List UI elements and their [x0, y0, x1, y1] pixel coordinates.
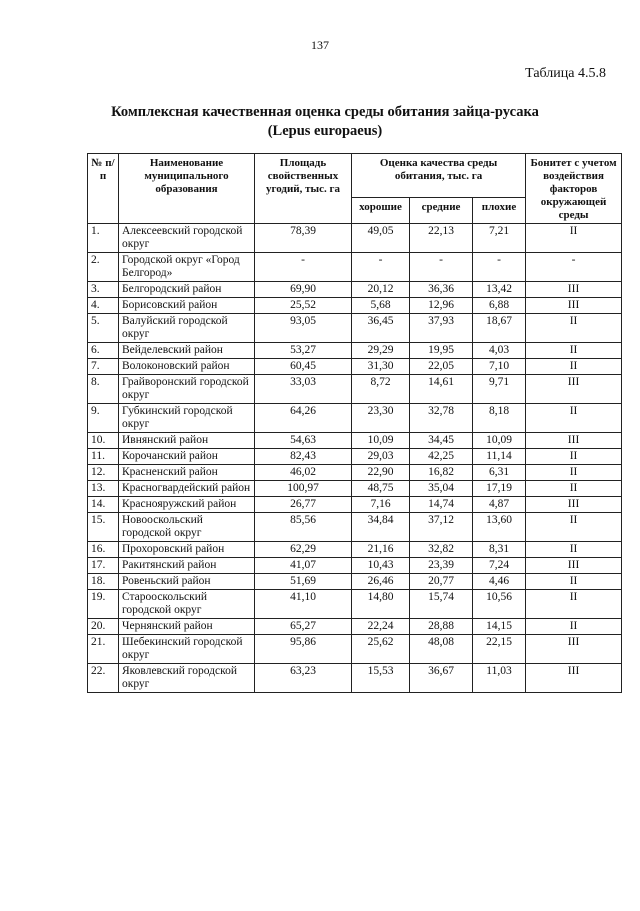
- row-number: 4.: [88, 298, 119, 314]
- row-good: 25,62: [352, 635, 410, 664]
- row-number: 6.: [88, 343, 119, 359]
- row-area: 25,52: [255, 298, 352, 314]
- row-municipality: Вейделевский район: [119, 343, 255, 359]
- row-municipality: Алексеевский городской округ: [119, 224, 255, 253]
- row-municipality: Краснояружский район: [119, 497, 255, 513]
- row-bad: 11,14: [473, 449, 526, 465]
- row-bad: 4,03: [473, 343, 526, 359]
- row-area: 63,23: [255, 664, 352, 693]
- row-bad: 7,10: [473, 359, 526, 375]
- row-area: 26,77: [255, 497, 352, 513]
- row-area: 69,90: [255, 282, 352, 298]
- row-good: 29,03: [352, 449, 410, 465]
- table-row: [88, 314, 622, 343]
- row-number: 13.: [88, 481, 119, 497]
- header-quality: Оценка качества среды обитания, тыс. га: [352, 154, 526, 198]
- row-medium: 28,88: [410, 619, 473, 635]
- table-row: [88, 343, 622, 359]
- title-line-1: Комплексная качественная оценка среды обитания зайца-русака: [111, 104, 539, 120]
- table-row: [88, 224, 622, 253]
- row-area: 60,45: [255, 359, 352, 375]
- row-bad: 17,19: [473, 481, 526, 497]
- table-row: [88, 635, 622, 664]
- table-row: [88, 558, 622, 574]
- row-bad: 7,24: [473, 558, 526, 574]
- row-medium: 14,61: [410, 375, 473, 404]
- row-class: II: [526, 619, 622, 635]
- row-bad: 4,46: [473, 574, 526, 590]
- row-municipality: Волоконовский район: [119, 359, 255, 375]
- row-good: 23,30: [352, 404, 410, 433]
- row-municipality: Ровеньский район: [119, 574, 255, 590]
- row-municipality: Губкинский городской округ: [119, 404, 255, 433]
- row-municipality: Ивнянский район: [119, 433, 255, 449]
- row-good: 29,29: [352, 343, 410, 359]
- row-bad: -: [473, 253, 526, 282]
- row-medium: 16,82: [410, 465, 473, 481]
- page-number: 137: [311, 38, 329, 52]
- row-class: II: [526, 542, 622, 558]
- row-bad: 9,71: [473, 375, 526, 404]
- row-bad: 18,67: [473, 314, 526, 343]
- row-class: II: [526, 449, 622, 465]
- row-medium: 48,08: [410, 635, 473, 664]
- row-area: 93,05: [255, 314, 352, 343]
- row-bad: 8,18: [473, 404, 526, 433]
- row-area: 51,69: [255, 574, 352, 590]
- table-row: [88, 497, 622, 513]
- row-number: 9.: [88, 404, 119, 433]
- table-row: [88, 542, 622, 558]
- row-bad: 10,56: [473, 590, 526, 619]
- row-class: II: [526, 224, 622, 253]
- row-municipality: Борисовский район: [119, 298, 255, 314]
- row-class: III: [526, 664, 622, 693]
- row-good: 22,24: [352, 619, 410, 635]
- row-good: 8,72: [352, 375, 410, 404]
- document-title: [80, 103, 570, 141]
- row-bad: 7,21: [473, 224, 526, 253]
- header-good: хорошие: [352, 198, 410, 224]
- row-bad: 6,88: [473, 298, 526, 314]
- row-number: 3.: [88, 282, 119, 298]
- row-municipality: Чернянский район: [119, 619, 255, 635]
- row-good: 20,12: [352, 282, 410, 298]
- row-municipality: Грайворонский городской округ: [119, 375, 255, 404]
- row-class: III: [526, 433, 622, 449]
- row-medium: 22,05: [410, 359, 473, 375]
- row-class: II: [526, 574, 622, 590]
- row-area: 95,86: [255, 635, 352, 664]
- title-line-2: (Lepus europaeus): [267, 123, 383, 139]
- row-area: 54,63: [255, 433, 352, 449]
- row-class: III: [526, 375, 622, 404]
- row-good: 34,84: [352, 513, 410, 542]
- table-row: [88, 375, 622, 404]
- row-municipality: Валуйский городской округ: [119, 314, 255, 343]
- header-area: Площадь свойственных угодий, тыс. га: [255, 154, 352, 224]
- row-good: 31,30: [352, 359, 410, 375]
- row-class: II: [526, 513, 622, 542]
- table-row: [88, 253, 622, 282]
- row-class: II: [526, 343, 622, 359]
- row-number: 19.: [88, 590, 119, 619]
- row-good: 14,80: [352, 590, 410, 619]
- table-row: [88, 574, 622, 590]
- header-bad: плохие: [473, 198, 526, 224]
- row-municipality: Яковлевский городской округ: [119, 664, 255, 693]
- row-medium: 37,12: [410, 513, 473, 542]
- row-number: 12.: [88, 465, 119, 481]
- row-bad: 22,15: [473, 635, 526, 664]
- row-good: 48,75: [352, 481, 410, 497]
- row-bad: 8,31: [473, 542, 526, 558]
- row-municipality: Прохоровский район: [119, 542, 255, 558]
- row-municipality: Старооскольский городской округ: [119, 590, 255, 619]
- row-class: II: [526, 590, 622, 619]
- table-row: [88, 664, 622, 693]
- row-number: 21.: [88, 635, 119, 664]
- row-medium: 15,74: [410, 590, 473, 619]
- row-medium: 34,45: [410, 433, 473, 449]
- row-area: 62,29: [255, 542, 352, 558]
- table-body: [88, 224, 622, 693]
- row-good: 10,09: [352, 433, 410, 449]
- row-good: 22,90: [352, 465, 410, 481]
- row-area: 53,27: [255, 343, 352, 359]
- row-class: III: [526, 558, 622, 574]
- row-class: II: [526, 314, 622, 343]
- table-row: [88, 590, 622, 619]
- row-number: 5.: [88, 314, 119, 343]
- table-row: [88, 465, 622, 481]
- row-number: 17.: [88, 558, 119, 574]
- row-bad: 10,09: [473, 433, 526, 449]
- row-area: -: [255, 253, 352, 282]
- row-municipality: Шебекинский городской округ: [119, 635, 255, 664]
- row-class: -: [526, 253, 622, 282]
- row-good: 21,16: [352, 542, 410, 558]
- row-number: 22.: [88, 664, 119, 693]
- row-number: 11.: [88, 449, 119, 465]
- row-medium: 23,39: [410, 558, 473, 574]
- row-bad: 11,03: [473, 664, 526, 693]
- row-good: 10,43: [352, 558, 410, 574]
- row-class: II: [526, 359, 622, 375]
- row-medium: 19,95: [410, 343, 473, 359]
- row-area: 64,26: [255, 404, 352, 433]
- row-good: 36,45: [352, 314, 410, 343]
- row-municipality: Корочанский район: [119, 449, 255, 465]
- row-medium: 36,67: [410, 664, 473, 693]
- row-number: 1.: [88, 224, 119, 253]
- row-area: 41,10: [255, 590, 352, 619]
- header-medium: средние: [410, 198, 473, 224]
- row-good: 49,05: [352, 224, 410, 253]
- row-number: 10.: [88, 433, 119, 449]
- row-number: 16.: [88, 542, 119, 558]
- table-row: [88, 619, 622, 635]
- row-number: 20.: [88, 619, 119, 635]
- row-municipality: Красненский район: [119, 465, 255, 481]
- row-medium: -: [410, 253, 473, 282]
- row-class: II: [526, 465, 622, 481]
- row-area: 78,39: [255, 224, 352, 253]
- row-medium: 36,36: [410, 282, 473, 298]
- row-number: 15.: [88, 513, 119, 542]
- table-row: [88, 298, 622, 314]
- table-row: [88, 513, 622, 542]
- row-bad: 4,87: [473, 497, 526, 513]
- row-bad: 13,42: [473, 282, 526, 298]
- row-area: 82,43: [255, 449, 352, 465]
- table-label: Таблица 4.5.8: [525, 66, 606, 81]
- row-area: 41,07: [255, 558, 352, 574]
- row-good: 26,46: [352, 574, 410, 590]
- row-medium: 32,78: [410, 404, 473, 433]
- table-row: [88, 282, 622, 298]
- row-bad: 6,31: [473, 465, 526, 481]
- habitat-quality-table: [87, 153, 622, 693]
- row-class: II: [526, 481, 622, 497]
- table-row: [88, 449, 622, 465]
- table-row: [88, 359, 622, 375]
- row-medium: 22,13: [410, 224, 473, 253]
- table-row: [88, 433, 622, 449]
- header-name: Наименование муниципального образования: [119, 154, 255, 224]
- table-row: [88, 404, 622, 433]
- row-municipality: Красногвардейский район: [119, 481, 255, 497]
- header-num: № п/п: [88, 154, 119, 224]
- row-bad: 13,60: [473, 513, 526, 542]
- row-good: 15,53: [352, 664, 410, 693]
- row-class: III: [526, 282, 622, 298]
- row-good: 5,68: [352, 298, 410, 314]
- row-area: 100,97: [255, 481, 352, 497]
- row-number: 7.: [88, 359, 119, 375]
- row-class: III: [526, 298, 622, 314]
- row-bad: 14,15: [473, 619, 526, 635]
- row-medium: 37,93: [410, 314, 473, 343]
- row-class: III: [526, 497, 622, 513]
- row-area: 85,56: [255, 513, 352, 542]
- row-municipality: Белгородский район: [119, 282, 255, 298]
- row-medium: 14,74: [410, 497, 473, 513]
- row-good: 7,16: [352, 497, 410, 513]
- header-class: Бонитет с учетом воздействия факторов окружающей среды: [526, 154, 622, 224]
- row-number: 14.: [88, 497, 119, 513]
- row-good: -: [352, 253, 410, 282]
- row-number: 18.: [88, 574, 119, 590]
- row-area: 46,02: [255, 465, 352, 481]
- row-number: 8.: [88, 375, 119, 404]
- row-area: 65,27: [255, 619, 352, 635]
- row-class: II: [526, 404, 622, 433]
- row-medium: 42,25: [410, 449, 473, 465]
- row-medium: 35,04: [410, 481, 473, 497]
- row-municipality: Ракитянский район: [119, 558, 255, 574]
- row-medium: 32,82: [410, 542, 473, 558]
- row-class: III: [526, 635, 622, 664]
- row-number: 2.: [88, 253, 119, 282]
- row-medium: 20,77: [410, 574, 473, 590]
- row-municipality: Новооскольский городской округ: [119, 513, 255, 542]
- row-area: 33,03: [255, 375, 352, 404]
- row-medium: 12,96: [410, 298, 473, 314]
- row-municipality: Городской округ «Город Белгород»: [119, 253, 255, 282]
- table-row: [88, 481, 622, 497]
